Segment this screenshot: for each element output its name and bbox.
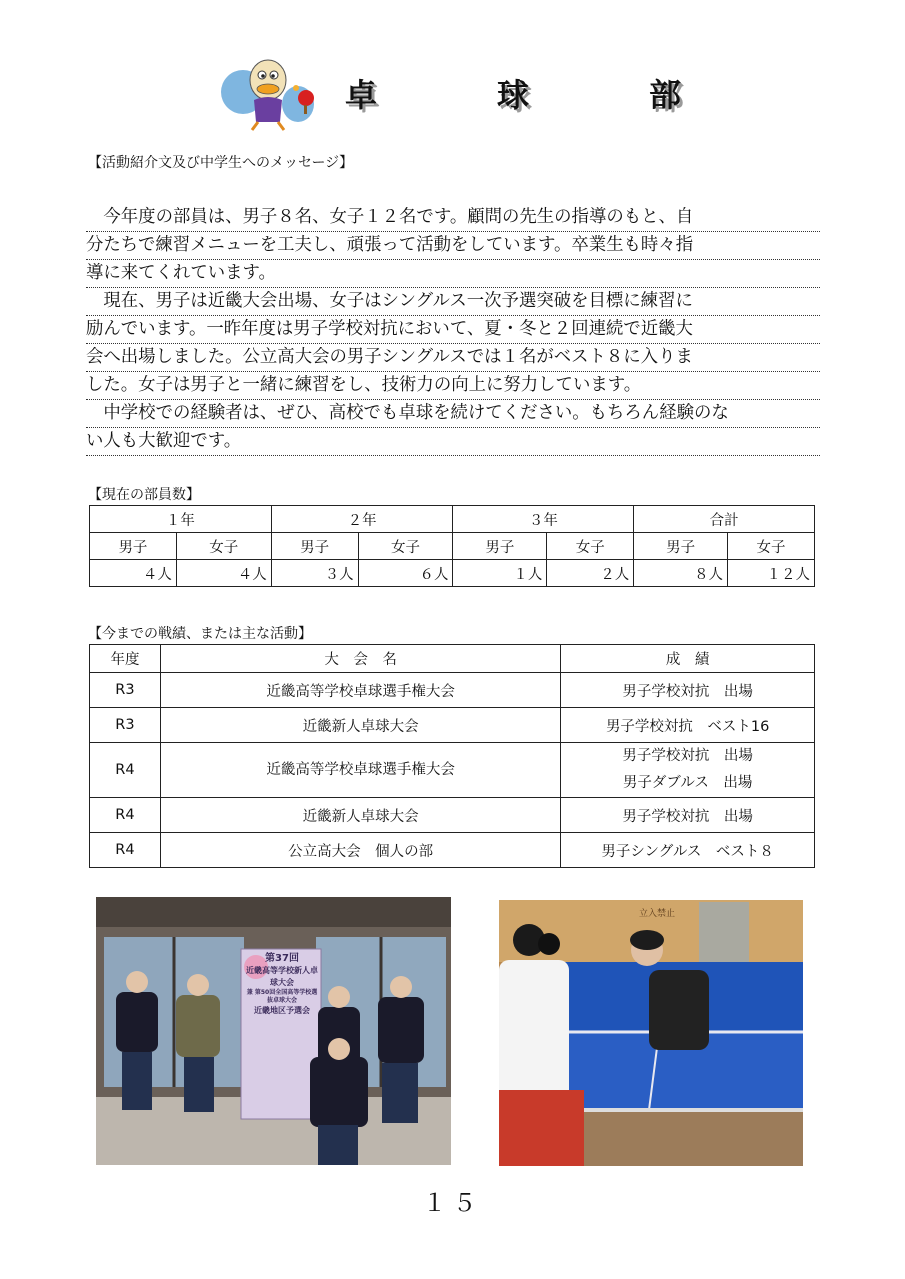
result-header: 成 績 <box>561 645 815 673</box>
intro-line: 今年度の部員は、男子８名、女子１２名です。顧問の先生の指導のもと、自 <box>86 204 820 232</box>
intro-line: 導に来てくれています。 <box>86 260 820 288</box>
year-cell: R4 <box>90 833 161 868</box>
gender-header: 男子 <box>634 533 728 560</box>
mascot-illustration <box>218 58 318 134</box>
result-cell: 男子学校対抗 出場 <box>561 798 815 833</box>
result-cell: 男子学校対抗 ベスト16 <box>561 708 815 743</box>
banner-text: 第37回 <box>265 953 299 964</box>
member-count: ４人 <box>176 560 271 587</box>
year-cell: R4 <box>90 798 161 833</box>
gender-header: 男子 <box>90 533 177 560</box>
member-count: ２人 <box>547 560 634 587</box>
intro-line: 現在、男子は近畿大会出場、女子はシングルス一次予選突破を目標に練習に <box>86 288 820 316</box>
banner-text: 近畿高等学校新人卓球大会 <box>246 966 318 987</box>
results-table <box>89 644 815 868</box>
gender-header: 女子 <box>728 533 815 560</box>
gender-header: 女子 <box>176 533 271 560</box>
grade-header: ３年 <box>453 506 634 533</box>
gender-header: 男子 <box>453 533 547 560</box>
grade-header: １年 <box>90 506 272 533</box>
event-cell: 近畿高等学校卓球選手権大会 <box>160 673 560 708</box>
result-cell: 男子学校対抗 出場 <box>561 673 815 708</box>
banner-text: 兼 第50回全国高等学校選抜卓球大会 <box>246 989 318 1004</box>
member-count: ８人 <box>634 560 728 587</box>
member-count: １２人 <box>728 560 815 587</box>
result-line: 男子ダブルス 出場 <box>622 775 753 791</box>
event-cell: 近畿新人卓球大会 <box>160 798 560 833</box>
year-cell: R3 <box>90 673 161 708</box>
result-cell: 男子シングルス ベスト８ <box>561 833 815 868</box>
table-row <box>90 833 815 868</box>
intro-line: 励んでいます。一昨年度は男子学校対抗において、夏・冬と２回連続で近畿大 <box>86 316 820 344</box>
member-count: １人 <box>453 560 547 587</box>
intro-line: した。女子は男子と一緒に練習をし、技術力の向上に努力しています。 <box>86 372 820 400</box>
gender-header: 男子 <box>271 533 358 560</box>
event-cell: 近畿新人卓球大会 <box>160 708 560 743</box>
table-row <box>90 708 815 743</box>
result-cell <box>561 743 815 798</box>
club-title: 卓 球 部 <box>345 76 726 114</box>
intro-line: い人も大歓迎です。 <box>86 428 820 456</box>
grade-header: 合計 <box>634 506 815 533</box>
intro-line: 分たちで練習メニューを工夫し、頑張って活動をしています。卒業生も時々指 <box>86 232 820 260</box>
intro-line: 中学校での経験者は、ぜひ、高校でも卓球を続けてください。もちろん経験のな <box>86 400 820 428</box>
result-line: 男子学校対抗 出場 <box>622 748 753 764</box>
match-photo <box>499 900 803 1166</box>
table-row <box>90 798 815 833</box>
member-count: ３人 <box>271 560 358 587</box>
year-cell: R4 <box>90 743 161 798</box>
table-row <box>90 743 815 798</box>
gender-header: 女子 <box>358 533 453 560</box>
wall-sign: 立入禁止 <box>639 909 676 919</box>
table-row <box>90 673 815 708</box>
event-cell: 公立高大会 個人の部 <box>160 833 560 868</box>
event-header: 大 会 名 <box>160 645 560 673</box>
banner-text: 近畿地区予選会 <box>254 1006 310 1015</box>
intro-section-label: 【活動紹介文及び中学生へのメッセージ】 <box>88 155 354 171</box>
members-section-label: 【現在の部員数】 <box>88 487 200 503</box>
member-count: ６人 <box>358 560 453 587</box>
intro-paragraph <box>86 204 820 456</box>
member-count: ４人 <box>90 560 177 587</box>
year-cell: R3 <box>90 708 161 743</box>
event-cell: 近畿高等学校卓球選手権大会 <box>160 743 560 798</box>
members-table <box>89 505 815 587</box>
page-number: １５ <box>422 1189 483 1217</box>
team-photo <box>96 897 451 1165</box>
gender-header: 女子 <box>547 533 634 560</box>
record-section-label: 【今までの戦績、または主な活動】 <box>88 626 312 642</box>
intro-line: 会へ出場しました。公立高大会の男子シングルスでは１名がベスト８に入りま <box>86 344 820 372</box>
year-header: 年度 <box>90 645 161 673</box>
grade-header: ２年 <box>271 506 453 533</box>
